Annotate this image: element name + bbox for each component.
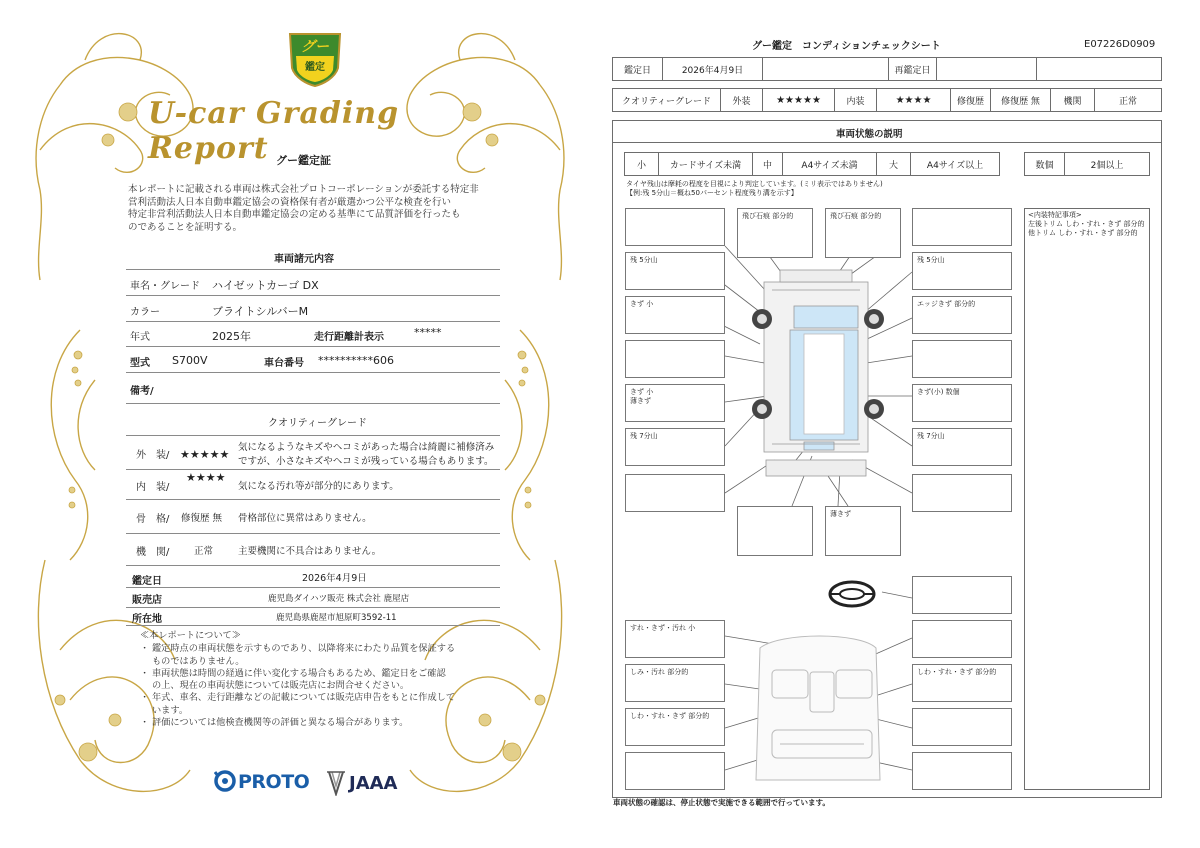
grade-row-interior [126,470,500,500]
exterior-label: 外装 [721,89,763,111]
size-small-desc: カードサイズ未満 [659,153,753,175]
grade-row-engine [126,534,500,566]
jaaa-logo [326,770,398,796]
date-value: 2026年4月9日 [302,573,367,584]
frame-value: 修復歴 無 [181,513,223,524]
engine-label: 機 関/ [136,547,170,558]
chassis-value: **********606 [318,354,394,367]
empty-label-box [912,474,1012,512]
tire-rl-label: 残 7分山 [630,432,658,440]
interior-label: 内装 [835,89,877,111]
tire-fr-label: 残 5分山 [917,256,945,264]
exterior-stars: ★★★★★ [763,89,835,111]
car-top-view [764,270,868,476]
spec-row-year [126,322,500,347]
goo-kantei-badge [287,30,343,88]
interior-3-label: しわ・すれ・きず 部分的 [917,668,997,676]
chassis-label: 車台番号 [264,358,304,369]
dealer-value: 鹿児島ダイハツ販売 株式会社 鹿屋店 [268,594,410,604]
exterior-desc-1: 気になるようなキズやヘコミがあった場合は綺麗に補修済み [238,442,495,453]
intro-line: のであることを証明する。 [128,221,243,233]
empty-label-box [625,474,725,512]
quality-heading-row [126,404,500,436]
size-small: 小 [625,153,659,175]
quality-heading: クオリティーグレード [268,418,367,429]
chip-right-label: 飛び石痕 部分的 [830,212,882,220]
spec-heading: 車両諸元内容 [274,254,334,265]
intro-line: 特定非営利活動法人日本自動車鑑定協会の定める基準にて品質評価を行ったも [128,209,461,220]
count-label: 数個 [1025,153,1065,175]
info-row-address [126,608,500,626]
exterior-label: 外 装/ [136,450,170,461]
exterior-desc-2: ですが、小さなキズやヘコミが残っている場合もあります。 [238,456,494,467]
reinspect-label: 再鑑定日 [889,58,937,80]
condition-title: 車両状態の説明 [836,129,903,140]
sheet-id: E07226D0909 [1084,39,1156,50]
tire-fl-box [625,252,725,290]
interior-3-box [912,664,1012,702]
about-line: ・ 車両状態は時間の経過に伴い変化する場合もあるため、鑑定日をご確認 [140,667,446,679]
remarks-label: 備考/ [130,386,154,397]
year-label: 年式 [130,332,150,343]
interior-desc: 気になる汚れ等が部分的にあります。 [238,481,399,492]
empty-label-box [625,208,725,246]
rear-right-box [912,384,1012,422]
date-value: 2026年4月9日 [663,58,763,80]
year-value: 2025年 [212,330,251,343]
jaaa-logo-text: JAAA [349,772,398,794]
empty-label-box [625,340,725,378]
rear-bottom-label: 薄きず [830,510,851,518]
interior-stars: ★★★★ [877,89,951,111]
intro-line: 本レポートに記載される車両は株式会社プロトコーポレーションが委託する特定非 [128,184,479,195]
certificate-heading: グー鑑定証 [276,154,331,167]
spec-heading-row [126,246,500,270]
empty-label-box [912,340,1012,378]
certificate-intro [128,184,479,234]
about-line: います。 [152,704,189,716]
count-desc: 2個以上 [1090,160,1124,171]
repair-label: 修復歴 [951,89,991,111]
rear-right-label: きず(小) 数個 [917,388,960,396]
interior-1-label: すれ・きず・汚れ 小 [630,624,696,632]
model-label: 型式 [130,358,150,369]
car-interior-view [756,636,880,780]
grade-row-exterior [126,436,500,470]
empty-label-box [912,208,1012,246]
about-line: の上、現在の車両状態については販売店にお問合せください。 [152,680,410,692]
address-value: 鹿児島県鹿屋市旭原町3592-11 [276,613,397,623]
grade-row-frame [126,500,500,534]
about-line: ものではありません。 [152,655,245,667]
engine-desc: 主要機関に不具合はありません。 [238,546,382,557]
spec-row-remarks [126,373,500,404]
frame-desc: 骨格部位に異常はありません。 [238,513,372,524]
tire-note-line: 【例:残 5分山＝概ね50パーセント程度残り溝を示す】 [626,188,798,197]
date-label: 鑑定日 [613,58,663,80]
chip-right-box [825,208,901,258]
tire-rr-box [912,428,1012,466]
rear-left-label: きず 小 [630,388,654,396]
empty-label-box [912,752,1012,790]
intro-line: 営利活動法人日本自動車鑑定協会の資格保有者が厳選かつ公平な検査を行い [128,196,452,208]
proto-logo-text: PROTO [238,771,310,793]
interior-2-box [625,664,725,702]
engine-label: 機関 [1051,89,1095,111]
mileage-label: 走行距離計表示 [314,332,384,343]
size-large: 大 [877,153,911,175]
about-report [140,630,455,729]
empty-label-box [912,708,1012,746]
interior-label: 内 装/ [136,482,170,493]
engine-value: 正常 [1118,96,1137,107]
interior-notes-title: <内装特記事項> [1028,211,1082,219]
interior-notes-line: 左後トリム しわ・すれ・きず 部分的 [1028,219,1145,228]
interior-stars: ★★★★ [186,471,226,484]
color-label: カラー [130,307,160,318]
report-script-title: U-car Grading Report [148,96,400,166]
spec-row-color [126,296,500,322]
chip-left-box [737,208,813,258]
exterior-stars: ★★★★★ [180,448,230,461]
model-value: S700V [172,354,208,367]
tire-rr-label: 残 7分山 [917,432,945,440]
tire-fl-label: 残 5分山 [630,256,658,264]
size-mid-desc: A4サイズ未満 [783,153,877,175]
tire-note-line: タイヤ残山は摩耗の程度を目視により判定しています。(ミリ表示ではありません) [626,180,883,188]
rear-bottom-box [825,506,901,556]
sheet-title: グー鑑定 コンディションチェックシート [752,41,941,52]
spec-row-name [126,270,500,296]
tire-fr-box [912,252,1012,290]
tire-rl-box [625,428,725,466]
about-line: ・ 年式、車名、走行距離などの記載については販売店申告をもとに作成して [140,692,456,704]
quality-label: クオリティーグレード [613,89,721,111]
interior-4-label: しわ・すれ・きず 部分的 [630,712,710,720]
empty-label-box [625,752,725,790]
address-label: 所在地 [132,614,162,625]
condition-check-sheet [600,0,1200,848]
about-line: ・ 鑑定時点の車両状態を示すものであり、以降将来にわたり品質を保証する [140,643,456,655]
name-label: 車名・グレード [130,281,200,292]
proto-logo [214,770,309,794]
repair-value: 修復歴 無 [991,89,1051,111]
badge-text: グー [301,39,329,55]
edge-right-box [912,296,1012,334]
rear-left-box [625,384,725,422]
interior-1-box [625,620,725,658]
name-value: ハイゼットカーゴ DX [212,279,319,292]
steering-wheel-icon [830,582,874,606]
color-value: ブライトシルバーM [212,305,309,318]
interior-4-box [625,708,725,746]
scratch-left-label: きず 小 [630,300,654,308]
chip-left-label: 飛び石痕 部分的 [742,212,794,220]
date-label: 鑑定日 [132,576,162,587]
info-row-dealer [126,588,500,608]
sheet-footer: 車両状態の確認は、停止状態で実施できる範囲で行っています。 [613,798,830,807]
empty-label-box [912,620,1012,658]
jaaa-mark-icon [326,770,346,796]
info-row-date [126,566,500,588]
about-line: ・ 評価については他検査機関等の評価と異なる場合があります。 [140,717,409,729]
empty-label-box [912,576,1012,614]
badge-sub-text: 鑑定 [305,62,325,73]
interior-notes-line: 他トリム しわ・すれ・きず 部分的 [1028,228,1138,237]
size-mid: 中 [753,153,783,175]
rear-left-label: 薄きず [630,397,651,406]
edge-right-label: エッジきず 部分的 [917,300,976,308]
empty-label-box [737,506,813,556]
about-title: ≪本レポートについて≫ [140,630,241,641]
engine-value: 正常 [194,546,214,557]
dealer-label: 販売店 [132,595,162,606]
spec-row-model [126,347,500,373]
size-large-desc: A4サイズ以上 [926,160,984,171]
interior-2-label: しみ・汚れ 部分的 [630,668,689,676]
scratch-left-box [625,296,725,334]
proto-mark-icon [214,770,236,794]
mileage-value: ***** [414,326,442,339]
frame-label: 骨 格/ [136,514,170,525]
